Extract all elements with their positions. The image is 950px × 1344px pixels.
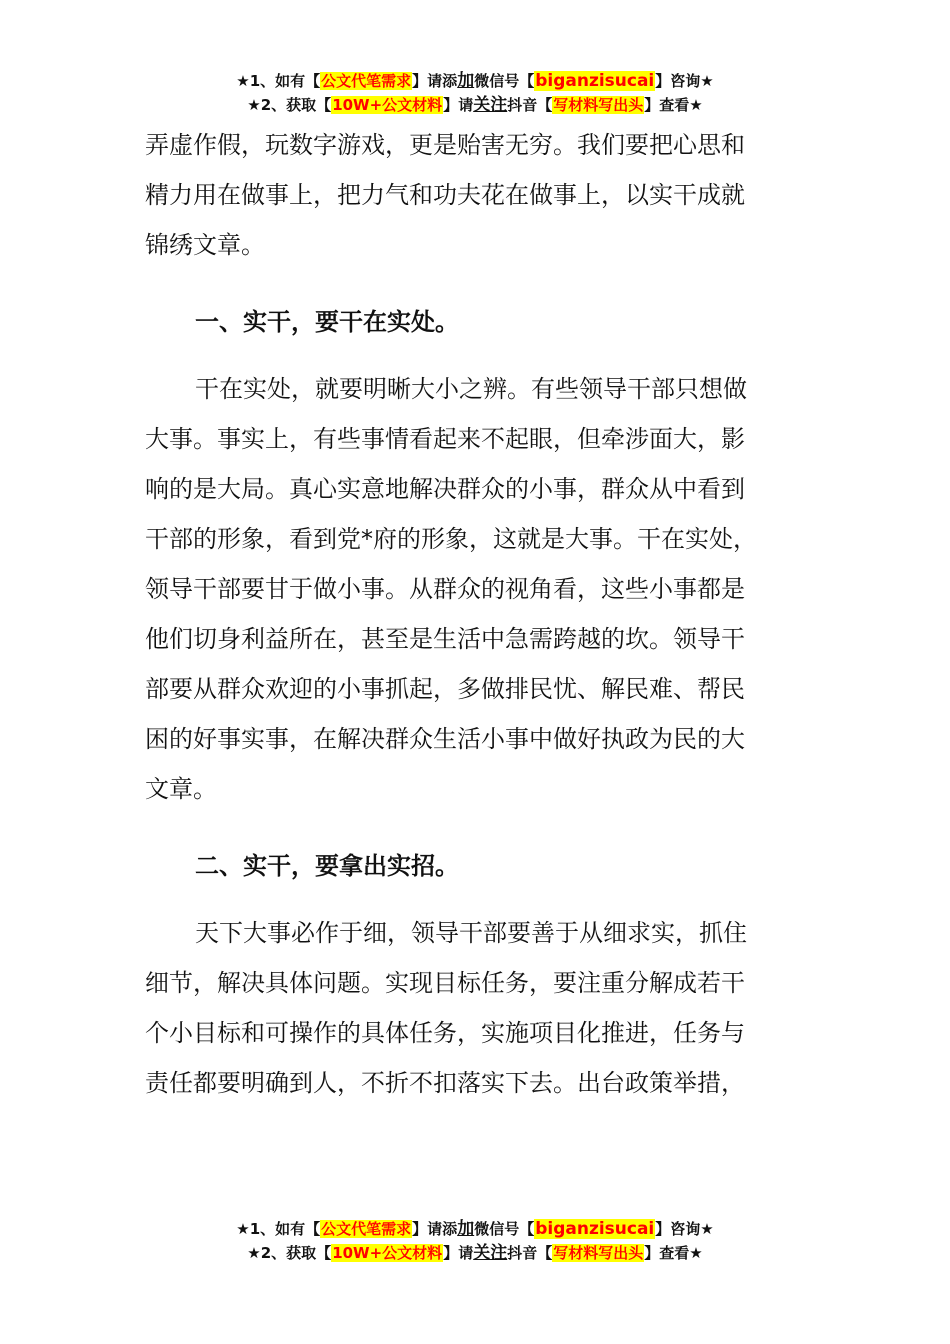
highlight-douyin: 写材料写出头: [553, 1244, 644, 1262]
text-line: 天下大事必作于细，领导干部要善于从细求实，抓住: [195, 919, 747, 947]
highlight-service: 公文代笔需求: [321, 1220, 412, 1238]
banner-text: 微信号【: [474, 1220, 535, 1238]
banner-line-2: [0, 93, 950, 117]
star-icon: ★: [236, 72, 250, 90]
banner-text: 】请添: [412, 72, 458, 90]
text-line: 困的好事实事，在解决群众生活小事中做好执政为民的大: [145, 725, 745, 753]
banner-text: 2、获取【: [260, 96, 332, 114]
text-line: 大事。事实上，有些事情看起来不起眼，但牵涉面大，影: [145, 425, 745, 453]
text-line: 干在实处，就要明晰大小之辨。有些领导干部只想做: [195, 375, 747, 403]
section-heading-1: 一、实干，要干在实处。: [195, 308, 459, 336]
banner-line-1: [0, 1217, 950, 1241]
document-body: [145, 120, 795, 1108]
banner-text: 1、如有【: [249, 1220, 321, 1238]
star-icon: ★: [247, 96, 261, 114]
section-1-paragraph: [145, 364, 795, 814]
star-icon: ★: [689, 96, 703, 114]
banner-emphasis: 加: [457, 71, 475, 91]
banner-text: 1、如有【: [249, 72, 321, 90]
star-icon: ★: [247, 1244, 261, 1262]
text-line: 文章。: [145, 775, 217, 803]
banner-text: 】咨询: [655, 1220, 701, 1238]
highlight-wechat-id: biganzisucai: [535, 1219, 655, 1239]
banner-text: 】请: [443, 1244, 474, 1262]
text-line: 他们切身利益所在，甚至是生活中急需跨越的坎。领导干: [145, 625, 745, 653]
highlight-service: 公文代笔需求: [321, 72, 412, 90]
banner-text: 抖音【: [507, 1244, 553, 1262]
banner-text: 】请添: [412, 1220, 458, 1238]
text-line: 精力用在做事上，把力气和功夫花在做事上，以实干成就: [145, 181, 745, 209]
banner-emphasis: 加: [457, 1219, 475, 1239]
banner-line-1: [0, 69, 950, 93]
text-line: 响的是大局。真心实意地解决群众的小事，群众从中看到: [145, 475, 745, 503]
banner-text: 】查看: [644, 96, 690, 114]
highlight-douyin: 写材料写出头: [553, 96, 644, 114]
text-line: 个小目标和可操作的具体任务，实施项目化推进，任务与: [145, 1019, 745, 1047]
star-icon: ★: [700, 72, 714, 90]
intro-paragraph: [145, 120, 795, 270]
star-icon: ★: [236, 1220, 250, 1238]
star-icon: ★: [689, 1244, 703, 1262]
text-line: 干部的形象，看到党*府的形象，这就是大事。干在实处，: [145, 525, 757, 553]
text-line: 领导干部要甘于做小事。从群众的视角看，这些小事都是: [145, 575, 745, 603]
text-line: 锦绣文章。: [145, 231, 265, 259]
highlight-wechat-id: biganzisucai: [535, 71, 655, 91]
text-line: 责任都要明确到人，不折不扣落实下去。出台政策举措，: [145, 1069, 745, 1097]
banner-text: 】咨询: [655, 72, 701, 90]
section-2-paragraph: [145, 908, 795, 1108]
header-banner: [0, 69, 950, 117]
star-icon: ★: [700, 1220, 714, 1238]
footer-banner: [0, 1217, 950, 1265]
banner-emphasis: 关注: [473, 95, 508, 115]
text-line: 部要从群众欢迎的小事抓起，多做排民忧、解民难、帮民: [145, 675, 745, 703]
section-heading-2: 二、实干，要拿出实招。: [195, 852, 459, 880]
banner-text: 】查看: [644, 1244, 690, 1262]
banner-text: 2、获取【: [260, 1244, 332, 1262]
banner-text: 微信号【: [474, 72, 535, 90]
banner-line-2: [0, 1241, 950, 1265]
banner-text: 抖音【: [507, 96, 553, 114]
text-line: 弄虚作假，玩数字游戏，更是贻害无穷。我们要把心思和: [145, 131, 745, 159]
text-line: 细节，解决具体问题。实现目标任务，要注重分解成若干: [145, 969, 745, 997]
banner-emphasis: 关注: [473, 1243, 508, 1263]
highlight-materials: 10W+公文材料: [332, 1244, 443, 1262]
banner-text: 】请: [443, 96, 474, 114]
highlight-materials: 10W+公文材料: [332, 96, 443, 114]
